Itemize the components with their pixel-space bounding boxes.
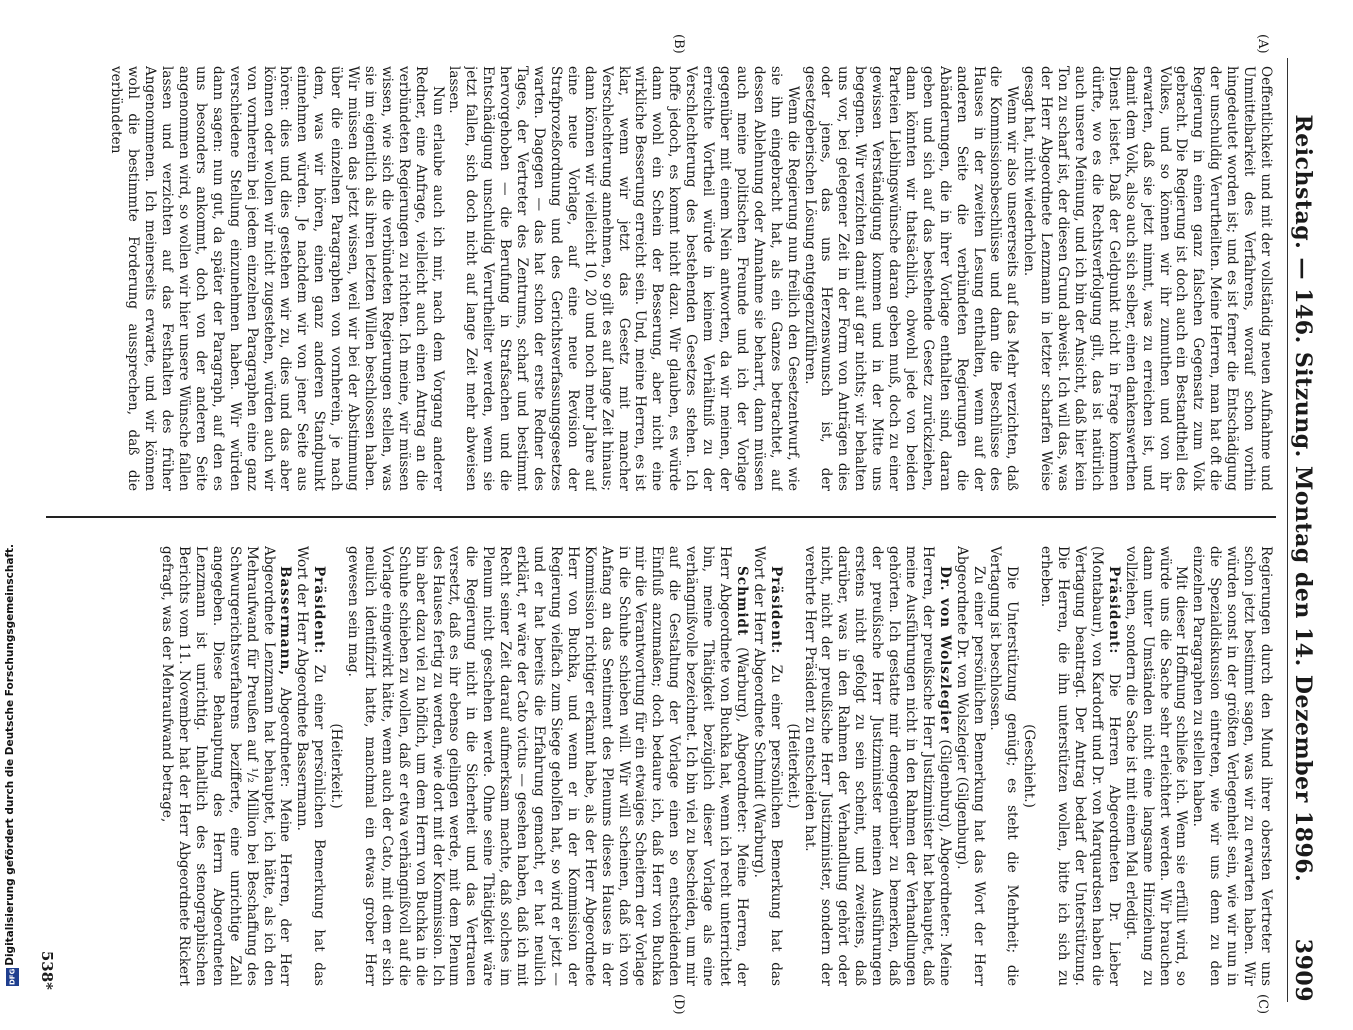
margin-marker-d: (D) (671, 994, 686, 1015)
speaker-name: Präsident: (311, 566, 328, 655)
speech-paragraph (750, 546, 784, 986)
stage-direction: (Heiterkeit.) (784, 723, 801, 809)
paragraph: Wenn wir also unsererseits auf das Mehr verzichten, daß die Kommissionsbeschlüsse und dann die Beschlüsse des Hauses in der zweiten Lesung enthalten, wenn auf der anderen Seite die verbündeten Regierungen die Abänderungen, die in ihrer Vorlage enthalten sind, daran geben und sich auf das bestehende Gesetz zurückziehen, dann könnten wir thatsächlich, obwohl jede von beiden Parteien Lieblingswünsche daran geben muß, doch zu einer gewissen Verständigung kommen und in der Mitte uns begegnen. Wir verzichten damit auf gar nichts; wir behalten uns vor, bei gelegener Zeit in der Form von Anträgen dies oder jenes, das uns Herzenswunsch ist, der gesetzgeberischen Lösung entgegenzuführen. (801, 66, 1021, 491)
speech-text: Die Herren Abgeordneten Dr. Lieber (Montabaur), von Kardorff und Dr. von Marquardsen haben die Vertagung beantragt. Der Antrag bedarf der Unterstützung. Die Herren, die ihn unterstützen wollen, bitte ich sich zu erheben. (1038, 546, 1122, 986)
paragraph: Nun erlaube auch ich mir, nach dem Vorgang anderer Redner, eine Anfrage, vielleicht auch einen Antrag an die verbündeten Regierungen zu richten. Ich meine, wir müssen wissen, wie sich die verbündeten Regierungen stellen, was sie im eigentlich als ihren letzten Willen beschlossen haben. Wir müssen das jetzt wissen, weil wir bei der Abstimmung über die einzelnen Paragraphen von vornherein, je nach dem, was wir hören, einen ganz anderen Standpunkt einnehmen würden. Je nachdem wir von jener Seite aus hören: dies und dies gestehen wir zu, dies und das aber können oder wollen wir nicht zugestehen, würden auch wir von vornherein bei jedem einzelnen Paragraphen eine ganz verschiedene Stellung einzunehmen haben. Wir würden dann sagen: nun gut, da später der Paragraph, auf den es uns besonders ankommt, doch von der anderen Seite angenommen wird, so wollen wir hier unsere Wünsche fallen lassen und verzichten auf das Festhalten des früher Angenommenen. Ich meinerseits erwarte, und wir können wohl die bestimmte Forderung aussprechen, daß die verbündeten (108, 66, 446, 491)
document-page (26, 30, 1326, 1030)
paragraph: Oeffentlichkeit und mit der vollständig neuen Aufnahme und Unmittelbarkeit des Verfahrens, worauf schon vorhin hingedeutet worden ist; und es ist ferner die Entschädigung der unschuldig Verurtheilten. Meine Herren, man hat oft die Regierung in einen ganz falschen Gegensatz zum Volk gebracht. Die Regierung ist doch auch ein Bestandtheil des Volkes, und so können wir ihr zumuthen und von ihr erwarten, daß sie jetzt nimmt, was zu erreichen ist, und damit dem Volk, also auch sich selber, einen dankenswerthen Dienst leistet. Daß der Geldpunkt nicht in Frage kommen dürfte, wo es die Rechtsverfolgung gilt, das ist natürlich auch unsere Meinung, und ich bin der Ansicht, daß hier kein Ton zu scharf ist, der diesen Grund abweist. Ich will das, was der Herr Abgeordnete Lenzmann in letzter scharfen Weise gesagt hat, nicht wiederholen. (1021, 66, 1274, 491)
margin-marker-c: (C) (1255, 994, 1270, 1015)
margin-marker-a: (A) (1255, 34, 1270, 54)
speaker-name: Präsident: (1105, 566, 1122, 655)
margin-marker-b: (B) (671, 34, 686, 54)
speaker-name: Bassermann, (277, 566, 294, 677)
speech-paragraph (293, 546, 327, 986)
speech-text: Zu einer persönlichen Bemerkung hat das Wort der Herr Abgeordnete Schmidt (Warburg). (750, 546, 784, 986)
speaker-name: Dr. von Wolszlegier (936, 566, 953, 734)
paragraph: Regierungen durch den Mund ihrer obersten Vertreter uns schon jetzt bestimmt sagen, was wir zu erwarten haben. Wir würden sonst in der größten Verlegenheit sein, wie wir nun in die Spezialdiskussion eintreten, wie wir uns denn zu den einzelnen Paragraphen zu stellen haben. (1190, 546, 1274, 986)
speech-text: (Gilgenburg), Abgeordneter: Meine Herren, der preußische Herr Justizminister hat behauptet, daß meine Ausführungen nicht in den Rahmen der Verhandlungen gehörten. Ich gestatte mir demgegenüber zu bemerken, daß der preußische Herr Justizminister meinen Ausführungen erstens nicht gefolgt zu sein scheint, und zweitens, daß darüber, was in den Rahmen der Verhandlung gehört oder nicht, nicht der preußische Herr Justizminister, sondern der verehrte Herr Präsident zu entscheiden hat. (801, 546, 953, 986)
attribution-text: Digitalisierung gefördert durch die Deutsche Forschungsgemeinschaft. (4, 544, 16, 966)
page-number: 3909 (1290, 938, 1316, 1002)
speech-paragraph (344, 546, 750, 986)
column-divider (46, 516, 1276, 518)
paragraph: Zu einer persönlichen Bemerkung hat das Wort der Herr Abgeordnete Dr. von Wolszlegier (Gilgenburg). (953, 546, 987, 986)
paragraph: Die Unterstützung genügt; es steht die Mehrheit; die Vertagung ist beschlossen. (987, 546, 1021, 986)
left-column (64, 66, 1274, 491)
stage-direction: (Geschieht.) (1021, 724, 1038, 808)
speech-text: (Warburg), Abgeordneter: Meine Herren, der Herr Abgeordnete von Buchka hat, wenn ich recht unterrichtet bin, meine Thätigkeit bezüglich dieser Vorlage als eine verhängnißvolle bezeichnet. Ich bin viel zu bescheiden, um mir auf die Gestaltung der Vorlage einen so entscheidenden Einfluß anzumaßen; doch bedaure ich, daß Herr von Buchka mir die Verantwortung für ein etwaiges Scheitern der Vorlage in die Schuhe schieben will. Wir will scheinen, daß ich von Anfang an das Sentiment des Plenums dieses Hauses in der Kommission richtiger erkannt habe, als der Herr Abgeordnete Herr von Buchka, und wenn er in der Kommission der Regierung vielfach zum Siege geholfen hat, so wird er jetzt — und er hat bereits die Erfahrung gemacht, er hat neulich erklärt, er wäre der Cato victus — gesehen haben, daß ich mit Recht seiner Zeit darauf aufmerksam machte, daß solches im Plenum nicht geschehen werde. Ohne seine Thätigkeit wäre die Regierung nicht in die Sicherheit und das Vertrauen versetzt, daß es ihr ebenso gelingen werde, mit dem Plenum des Hauses fertig zu werden, wie dort mit der Kommission. Ich bin aber dazu viel zu höflich, um dem Herrn von Buchka in die Schuhe schieben zu wollen, daß er etwa verhängnißvoll auf die Vorlage eingewirkt hätte, wenn auch der Cato, mit dem er sich neulich identifizirt hatte, manchmal ein etwas grober Herr gewesen sein mag. (345, 546, 750, 986)
attribution-strip (2, 2, 22, 992)
running-head (1287, 58, 1318, 1002)
speech-text: Abgeordneter: Meine Herren, der Herr Abgeordnete Lenzmann hat behauptet, ich hätte, als ich den Mehraufwand für Preußen auf ¹/₂ Million bei Beschaffung des Schwurgerichtsverfahrens bezifferte, eine unrichtige Zahl angegeben. Diese Behauptung des Herrn Abgeordneten Lenzmann ist unrichtig. Inhaltlich des stenographischen Berichts vom 11. November hat der Herr Abgeordnete Rickert gefragt, was der Mehraufwand betrage, (159, 546, 294, 986)
stage-direction: (Heiterkeit.) (328, 723, 345, 809)
speech-paragraph (158, 546, 293, 986)
sheet-signature: 538* (38, 950, 56, 990)
speech-text: Zu einer persönlichen Bemerkung hat das Wort der Herr Abgeordnete Bassermann. (294, 546, 328, 986)
running-head-title: Reichstag. — 146. Sitzung. Montag den 14. Dezember 1896. (1290, 114, 1316, 883)
paragraph: Wenn die Regierung nun freilich den Gesetzentwurf, wie sie ihn eingebracht hat, als ein Ganzes betrachtet, auf dessen Ablehnung oder Annahme sie beharrt, dann müssen auch meine politischen Freunde und ich der Vorlage gegenüber mit einem Nein antworten, da wir meinen, der erreichte Vortheil würde in keinem Verhältniß zu der Verschlechterung des bestehenden Gesetzes stehen. Ich hoffe jedoch, es kommt nicht dazu. Wir glauben, es würde dann wohl ein Schein der Besserung, aber nicht eine wirkliche Besserung erreicht sein. Und, meine Herren, es ist klar, wenn wir jetzt das Gesetz mit mancher Verschlechterung annehmen, so gilt es auf lange Zeit hinaus; dann können wir vielleicht 10, 20 und noch mehr Jahre auf eine neue Vorlage, auf eine neue Revision der Strafprozeßordnung und des Gerichtsverfassungsgesetzes warten. Dagegen — das hat schon der erste Redner des Tages, der Vertreter des Zentrums, scharf und bestimmt hervorgehoben — die Berufung in Strafsachen und die Entschädigung unschuldig Verurtheilter werden, wenn sie jetzt fallen, sich doch nicht auf lange Zeit mehr abweisen lassen. (446, 66, 801, 491)
dfg-logo: DFG (6, 968, 19, 986)
speech-paragraph (1037, 546, 1122, 986)
speaker-name: Präsident: (767, 566, 784, 655)
speech-paragraph (801, 546, 953, 986)
speaker-name: Schmidt (733, 566, 750, 637)
right-column (64, 546, 1274, 986)
paragraph: Mit dieser Hoffnung schließe ich. Wenn sie erfüllt wird, so würde uns die Sache sehr erleichtert werden. Wir brauchen dann unter Umständen nicht eine langsame Hinziehung zu vollziehen, sondern die Sache ist mit einem Mal erledigt. (1122, 546, 1190, 986)
